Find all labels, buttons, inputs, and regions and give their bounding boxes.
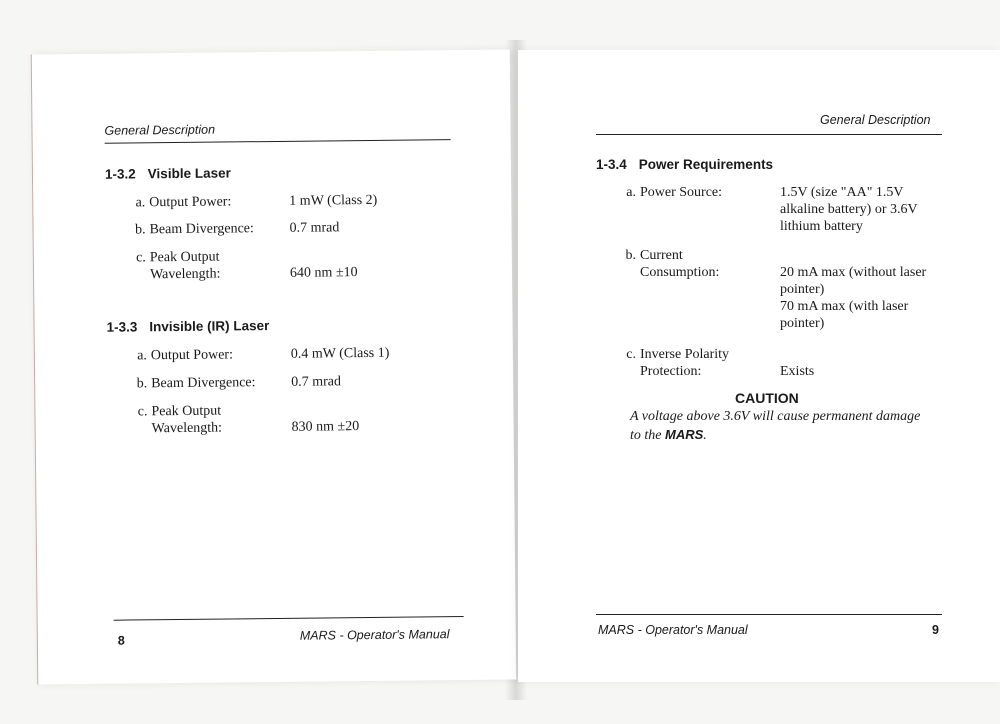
spec-item-beam-divergence	[125, 218, 455, 238]
item-label: Output Power:	[149, 194, 232, 211]
caution-text-suffix: .	[703, 428, 707, 443]
page-number: 8	[117, 633, 125, 648]
item-value: Exists	[780, 364, 815, 379]
spec-item-power-source	[616, 184, 956, 240]
item-value: 20 mA max (without laser pointer) 70 mA max (with laser pointer)	[780, 265, 927, 331]
item-letter: c.	[137, 404, 148, 420]
section-title: Visible Laser	[147, 165, 231, 182]
section-heading-invisible-laser	[106, 318, 269, 335]
section-number: 1-3.4	[596, 157, 627, 172]
left-page-header: General Description	[104, 122, 216, 138]
item-letter: a.	[626, 185, 636, 200]
item-letter: b.	[136, 376, 148, 392]
spec-item-beam-divergence	[127, 372, 457, 392]
page-number: 9	[932, 623, 939, 637]
spec-item-current-consumption	[616, 247, 956, 339]
item-value: 1 mW (Class 2)	[289, 192, 378, 209]
item-label: Inverse Polarity Protection:	[640, 347, 730, 379]
spec-item-output-power	[125, 191, 455, 211]
item-value: 0.7 mrad	[291, 374, 342, 390]
item-letter: a.	[137, 348, 147, 364]
spec-item-peak-wavelength	[126, 246, 456, 285]
item-label: Current Consumption:	[640, 248, 720, 280]
item-letter: c.	[626, 347, 636, 362]
item-value: 0.7 mrad	[289, 220, 340, 236]
right-page-header: General Description	[820, 113, 931, 127]
right-header-rule	[596, 134, 942, 135]
caution-text-prefix: A voltage above 3.6V will cause permanent damage to the	[630, 409, 921, 443]
section-heading-power-requirements	[596, 157, 773, 172]
spec-item-inverse-polarity	[616, 346, 956, 382]
spec-item-output-power	[127, 344, 457, 364]
item-letter: b.	[134, 222, 146, 238]
item-value: 0.4 mW (Class 1)	[290, 345, 390, 362]
item-value: 830 nm ±20	[291, 419, 360, 435]
item-label: Power Source:	[640, 185, 723, 200]
item-label: Beam Divergence:	[151, 375, 256, 392]
section-title: Power Requirements	[638, 157, 774, 172]
section-number: 1-3.2	[104, 166, 136, 182]
item-label: Peak Output Wavelength:	[149, 249, 221, 283]
item-letter: b.	[625, 248, 636, 263]
left-header-rule	[105, 139, 451, 144]
footer-manual-title: MARS - Operator's Manual	[598, 623, 748, 637]
left-footer-rule	[114, 616, 464, 621]
spec-item-peak-wavelength	[127, 400, 457, 439]
item-label: Beam Divergence:	[149, 221, 254, 238]
item-label: Output Power:	[150, 347, 234, 364]
item-value: 640 nm ±10	[289, 265, 358, 281]
item-label: Peak Output Wavelength:	[151, 403, 223, 437]
item-value: 1.5V (size "AA" 1.5V alkaline battery) or 3.6V lithium battery	[780, 185, 918, 234]
caution-heading: CAUTION	[735, 390, 799, 406]
section-number: 1-3.3	[106, 319, 138, 335]
right-footer-rule	[596, 614, 942, 615]
item-letter: c.	[136, 250, 146, 266]
section-title: Invisible (IR) Laser	[149, 318, 270, 335]
section-heading-visible-laser	[105, 165, 231, 181]
right-page	[518, 50, 1000, 682]
footer-manual-title: MARS - Operator's Manual	[299, 627, 450, 643]
left-page	[31, 50, 517, 685]
item-letter: a.	[135, 195, 146, 211]
caution-text	[630, 408, 930, 445]
caution-text-bold: MARS	[665, 427, 704, 442]
